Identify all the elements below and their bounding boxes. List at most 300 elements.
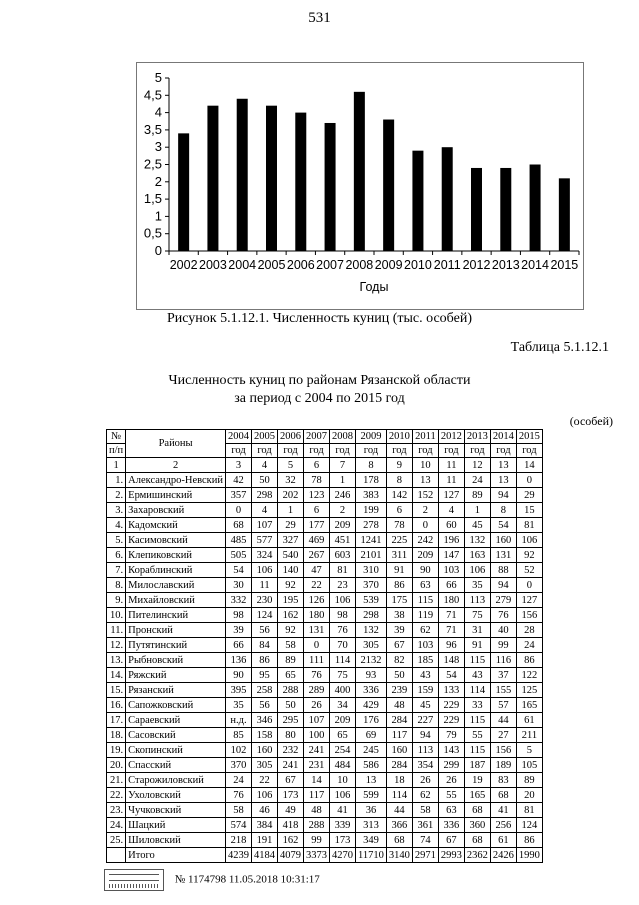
count-cell: 180 (438, 593, 464, 608)
x-tick-label: 2005 (257, 258, 286, 272)
y-tick-label: 0 (154, 243, 162, 258)
count-cell: 241 (304, 743, 330, 758)
header-year-word: год (386, 444, 412, 458)
count-cell: 26 (438, 773, 464, 788)
bar-2015 (559, 178, 570, 251)
count-cell: 56 (252, 698, 278, 713)
count-cell: 180 (304, 608, 330, 623)
count-cell: 132 (464, 533, 490, 548)
table-row (107, 563, 543, 578)
count-cell: 2 (330, 503, 356, 518)
count-cell: 11 (252, 578, 278, 593)
district-name: Пителинский (126, 608, 226, 623)
count-cell: 29 (516, 488, 542, 503)
count-cell: 26 (412, 773, 438, 788)
column-index: 2 (126, 458, 226, 473)
count-cell: 6 (304, 503, 330, 518)
table-row (107, 638, 543, 653)
header-year: 2015 (516, 430, 542, 444)
count-cell: 79 (438, 728, 464, 743)
header-row-1 (107, 430, 543, 444)
count-cell: 540 (278, 548, 304, 563)
count-cell: 332 (226, 593, 252, 608)
district-name: Ряжский (126, 668, 226, 683)
count-cell: 85 (226, 728, 252, 743)
count-cell: 370 (356, 578, 387, 593)
count-cell: 103 (412, 638, 438, 653)
count-cell: 5 (516, 743, 542, 758)
count-cell: 98 (226, 608, 252, 623)
total-row (107, 848, 543, 863)
figure-caption: Рисунок 5.1.12.1. Численность куниц (тыс. особей) (166, 311, 472, 326)
count-cell: 586 (356, 758, 387, 773)
count-cell: 55 (438, 788, 464, 803)
y-tick-label: 2,5 (143, 156, 162, 172)
header-number-sign: № (107, 430, 126, 444)
count-cell: 86 (386, 578, 412, 593)
count-cell: 155 (490, 683, 516, 698)
count-cell: 41 (330, 803, 356, 818)
district-name: Милославский (126, 578, 226, 593)
total-cell: 1990 (516, 848, 542, 863)
bar-2007 (325, 123, 336, 251)
column-index: 3 (226, 458, 252, 473)
count-cell: 599 (356, 788, 387, 803)
count-cell: 106 (330, 788, 356, 803)
y-tick-label: 5 (154, 70, 162, 85)
y-tick-label: 4 (154, 104, 162, 120)
count-cell: 225 (386, 533, 412, 548)
count-cell: 24 (226, 773, 252, 788)
y-tick-label: 3 (154, 139, 162, 155)
count-cell: 45 (464, 518, 490, 533)
x-tick-label: 2015 (550, 258, 579, 272)
district-name: Рязанский (126, 683, 226, 698)
count-cell: 366 (386, 818, 412, 833)
count-cell: 339 (330, 818, 356, 833)
y-tick-label: 1 (154, 208, 162, 224)
chart-area (136, 62, 584, 310)
district-name: Кораблинский (126, 563, 226, 578)
count-cell: 23 (330, 578, 356, 593)
count-cell: 36 (356, 803, 387, 818)
count-cell: 34 (330, 698, 356, 713)
bar-2009 (383, 120, 394, 251)
x-tick-label: 2009 (374, 258, 403, 272)
count-cell: 42 (226, 473, 252, 488)
total-cell: 4184 (252, 848, 278, 863)
count-cell: 98 (330, 608, 356, 623)
district-name: Александро-Невский (126, 473, 226, 488)
table-row (107, 668, 543, 683)
count-cell: 357 (226, 488, 252, 503)
y-tick-label: 4,5 (143, 87, 162, 103)
table-row (107, 773, 543, 788)
y-tick-label: 2 (154, 173, 162, 189)
count-cell: 156 (516, 608, 542, 623)
total-cell: 3373 (304, 848, 330, 863)
count-cell: 45 (412, 698, 438, 713)
count-cell: 95 (252, 668, 278, 683)
count-cell: 279 (490, 593, 516, 608)
table-title (0, 372, 639, 408)
row-number: 17. (107, 713, 126, 728)
count-cell: 165 (464, 788, 490, 803)
count-cell: 76 (304, 668, 330, 683)
units-label: (особей) (569, 414, 613, 428)
count-cell: 299 (438, 758, 464, 773)
district-name: Пронский (126, 623, 226, 638)
count-cell: 254 (330, 743, 356, 758)
count-cell: 160 (386, 743, 412, 758)
table-row (107, 833, 543, 848)
count-cell: 20 (516, 788, 542, 803)
count-cell: 106 (252, 563, 278, 578)
count-cell: 67 (278, 773, 304, 788)
table-row (107, 578, 543, 593)
district-name: Рыбновский (126, 653, 226, 668)
district-name: Сапожковский (126, 698, 226, 713)
count-cell: 11 (438, 473, 464, 488)
count-cell: 485 (226, 533, 252, 548)
count-cell: 187 (464, 758, 490, 773)
count-cell: 93 (356, 668, 387, 683)
count-cell: 106 (516, 533, 542, 548)
count-cell: 46 (252, 803, 278, 818)
count-cell: 40 (490, 623, 516, 638)
row-number: 22. (107, 788, 126, 803)
count-cell: 68 (226, 518, 252, 533)
count-cell: 49 (278, 803, 304, 818)
count-cell: 354 (412, 758, 438, 773)
count-cell: 127 (438, 488, 464, 503)
count-cell: 19 (464, 773, 490, 788)
count-cell: 336 (438, 818, 464, 833)
count-cell: 143 (438, 743, 464, 758)
row-number: 8. (107, 578, 126, 593)
district-name: Шиловский (126, 833, 226, 848)
district-name: Сараевский (126, 713, 226, 728)
count-cell: 61 (490, 833, 516, 848)
bar-2003 (207, 106, 218, 251)
count-cell: 88 (490, 563, 516, 578)
count-cell: 75 (464, 608, 490, 623)
bar-2013 (500, 168, 511, 251)
count-cell: 162 (278, 833, 304, 848)
row-number: 20. (107, 758, 126, 773)
bar-2008 (354, 92, 365, 251)
district-name: Кадомский (126, 518, 226, 533)
count-cell: 0 (226, 503, 252, 518)
count-cell: 74 (412, 833, 438, 848)
row-number: 11. (107, 623, 126, 638)
government-stamp-icon (104, 869, 164, 891)
count-cell: 82 (386, 653, 412, 668)
count-cell: 125 (516, 683, 542, 698)
row-number: 3. (107, 503, 126, 518)
count-cell: 58 (278, 638, 304, 653)
header-year: 2014 (490, 430, 516, 444)
count-cell: 126 (304, 593, 330, 608)
bar-2012 (471, 168, 482, 251)
count-cell: 71 (438, 608, 464, 623)
header-year: 2004 (226, 430, 252, 444)
table-row (107, 713, 543, 728)
column-index: 5 (278, 458, 304, 473)
count-cell: 111 (304, 653, 330, 668)
count-cell: 66 (226, 638, 252, 653)
count-cell: 75 (330, 668, 356, 683)
count-cell: 310 (356, 563, 387, 578)
count-cell: 162 (278, 608, 304, 623)
count-cell: 67 (438, 833, 464, 848)
count-cell: 39 (386, 623, 412, 638)
count-cell: 603 (330, 548, 356, 563)
count-cell: 484 (330, 758, 356, 773)
count-cell: 163 (464, 548, 490, 563)
count-cell: 92 (278, 578, 304, 593)
count-cell: 195 (278, 593, 304, 608)
count-cell: 116 (490, 653, 516, 668)
count-cell: 114 (330, 653, 356, 668)
count-cell: 107 (304, 713, 330, 728)
header-year-word: год (252, 444, 278, 458)
table-row (107, 653, 543, 668)
count-cell: 0 (304, 638, 330, 653)
count-cell: 123 (304, 488, 330, 503)
count-cell: 152 (412, 488, 438, 503)
row-number: 15. (107, 683, 126, 698)
y-tick-label: 1,5 (143, 191, 162, 207)
count-cell: 122 (516, 668, 542, 683)
row-number: 1. (107, 473, 126, 488)
count-cell: 117 (386, 728, 412, 743)
count-cell: 103 (438, 563, 464, 578)
table-row (107, 533, 543, 548)
count-cell: 41 (490, 803, 516, 818)
count-cell: 57 (490, 698, 516, 713)
total-cell: 4270 (330, 848, 356, 863)
count-cell: 30 (226, 578, 252, 593)
bar-2011 (442, 147, 453, 251)
count-cell: 13 (356, 773, 387, 788)
count-cell: 327 (278, 533, 304, 548)
count-cell: 4 (438, 503, 464, 518)
count-cell: 295 (278, 713, 304, 728)
header-year-word: год (490, 444, 516, 458)
count-cell: 189 (490, 758, 516, 773)
count-cell: 117 (304, 788, 330, 803)
count-cell: 106 (330, 593, 356, 608)
column-index: 14 (516, 458, 542, 473)
count-cell: 6 (386, 503, 412, 518)
count-cell: 256 (490, 818, 516, 833)
count-cell: 131 (304, 623, 330, 638)
count-cell: 99 (304, 833, 330, 848)
column-index: 8 (356, 458, 387, 473)
count-cell: 158 (252, 728, 278, 743)
header-year-word: год (464, 444, 490, 458)
x-tick-label: 2014 (521, 258, 549, 272)
column-index-row (107, 458, 543, 473)
count-cell: 78 (304, 473, 330, 488)
count-cell: 14 (304, 773, 330, 788)
count-cell: 35 (464, 578, 490, 593)
count-cell: 102 (226, 743, 252, 758)
count-cell: 124 (252, 608, 278, 623)
table-row (107, 608, 543, 623)
count-cell: 76 (226, 788, 252, 803)
footer (104, 869, 320, 891)
y-tick-label: 3,5 (143, 121, 162, 137)
count-cell: 278 (356, 518, 387, 533)
row-number: 14. (107, 668, 126, 683)
table-row (107, 758, 543, 773)
count-cell: 83 (490, 773, 516, 788)
header-year: 2009 (356, 430, 387, 444)
count-cell: 241 (278, 758, 304, 773)
x-tick-label: 2004 (228, 258, 257, 272)
x-tick-label: 2011 (433, 258, 461, 272)
row-number (107, 848, 126, 863)
count-cell: 305 (252, 758, 278, 773)
count-cell: 91 (464, 638, 490, 653)
count-cell: 230 (252, 593, 278, 608)
count-cell: 1241 (356, 533, 387, 548)
count-cell: 54 (226, 563, 252, 578)
count-cell: 140 (278, 563, 304, 578)
count-cell: 349 (356, 833, 387, 848)
table-header (107, 430, 543, 458)
column-index: 9 (386, 458, 412, 473)
count-cell: 0 (516, 473, 542, 488)
count-cell: 284 (386, 713, 412, 728)
table-number: Таблица 5.1.12.1 (510, 340, 609, 355)
header-year: 2013 (464, 430, 490, 444)
table-row (107, 593, 543, 608)
x-tick-label: 2003 (199, 258, 227, 272)
count-cell: 50 (386, 668, 412, 683)
row-number: 2. (107, 488, 126, 503)
count-cell: 32 (278, 473, 304, 488)
count-cell: 89 (278, 653, 304, 668)
count-cell: 313 (356, 818, 387, 833)
count-cell: 54 (438, 668, 464, 683)
table-row (107, 503, 543, 518)
count-cell: 577 (252, 533, 278, 548)
count-cell: 175 (386, 593, 412, 608)
count-cell: 24 (464, 473, 490, 488)
row-number: 24. (107, 818, 126, 833)
count-cell: 80 (278, 728, 304, 743)
count-cell: 148 (438, 653, 464, 668)
district-name: Касимовский (126, 533, 226, 548)
table-row (107, 623, 543, 638)
total-cell: 2362 (464, 848, 490, 863)
district-name: Чучковский (126, 803, 226, 818)
header-year-word: год (304, 444, 330, 458)
table-row (107, 803, 543, 818)
count-cell: 68 (464, 833, 490, 848)
count-cell: 124 (516, 818, 542, 833)
district-name: Путятинский (126, 638, 226, 653)
count-cell: 209 (330, 713, 356, 728)
count-cell: 245 (356, 743, 387, 758)
count-cell: 178 (356, 473, 387, 488)
count-cell: 115 (464, 743, 490, 758)
district-name: Спасский (126, 758, 226, 773)
district-name: Сасовский (126, 728, 226, 743)
table-row (107, 518, 543, 533)
count-cell: 229 (438, 698, 464, 713)
header-year: 2008 (330, 430, 356, 444)
count-cell: 44 (386, 803, 412, 818)
table-row (107, 818, 543, 833)
count-cell: 94 (412, 728, 438, 743)
column-index: 13 (490, 458, 516, 473)
count-cell: 60 (438, 518, 464, 533)
count-cell: 61 (516, 713, 542, 728)
count-cell: 29 (278, 518, 304, 533)
count-cell: 58 (226, 803, 252, 818)
x-tick-label: 2002 (169, 258, 198, 272)
count-cell: 284 (386, 758, 412, 773)
count-cell: 395 (226, 683, 252, 698)
count-cell: 360 (464, 818, 490, 833)
row-number: 19. (107, 743, 126, 758)
district-name: Скопинский (126, 743, 226, 758)
count-cell: 81 (516, 803, 542, 818)
count-cell: 99 (490, 638, 516, 653)
count-cell: 13 (412, 473, 438, 488)
table-body (107, 458, 543, 863)
count-cell: 62 (412, 623, 438, 638)
count-cell: 159 (412, 683, 438, 698)
count-cell: 48 (304, 803, 330, 818)
column-index: 1 (107, 458, 126, 473)
count-cell: 69 (356, 728, 387, 743)
count-cell: 54 (490, 518, 516, 533)
bar-2014 (530, 165, 541, 252)
count-cell: 67 (386, 638, 412, 653)
row-number: 9. (107, 593, 126, 608)
header-districts: Районы (126, 430, 226, 458)
count-cell: н.д. (226, 713, 252, 728)
count-cell: 160 (252, 743, 278, 758)
count-cell: 160 (490, 533, 516, 548)
count-cell: 258 (252, 683, 278, 698)
count-cell: 298 (252, 488, 278, 503)
count-cell: 1 (464, 503, 490, 518)
column-index: 7 (330, 458, 356, 473)
header-year: 2007 (304, 430, 330, 444)
header-year-word: год (412, 444, 438, 458)
count-cell: 429 (356, 698, 387, 713)
count-cell: 113 (464, 593, 490, 608)
total-cell: 3140 (386, 848, 412, 863)
count-cell: 218 (226, 833, 252, 848)
table-row (107, 743, 543, 758)
header-year-word: год (330, 444, 356, 458)
count-cell: 505 (226, 548, 252, 563)
row-number: 6. (107, 548, 126, 563)
count-cell: 52 (516, 563, 542, 578)
x-tick-label: 2010 (404, 258, 432, 272)
count-cell: 305 (356, 638, 387, 653)
count-cell: 229 (438, 713, 464, 728)
count-cell: 76 (330, 623, 356, 638)
x-tick-label: 2013 (491, 258, 520, 272)
